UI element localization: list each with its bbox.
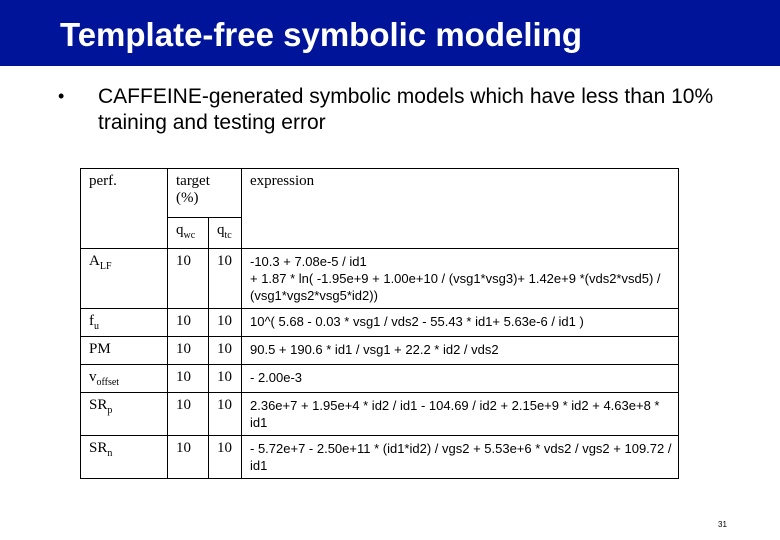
models-table — [80, 168, 679, 479]
table-row — [81, 337, 679, 365]
header-expression: expression — [242, 169, 679, 249]
bullet-text: CAFFEINE-generated symbolic models which have less than 10% training and testing error — [98, 85, 714, 134]
table-row — [81, 309, 679, 337]
bullet-marker: • — [58, 86, 65, 106]
page-number: 31 — [718, 520, 727, 529]
qtc-cell: 10 — [209, 365, 242, 393]
perf-cell: $SR_n$ — [81, 436, 168, 479]
expression-cell: - 2.00e-3 — [242, 365, 679, 393]
header-target: target (%) — [168, 169, 242, 218]
table-row — [81, 249, 679, 309]
qtc-cell: 10 — [209, 337, 242, 365]
qtc-cell: 10 — [209, 249, 242, 309]
perf-cell: $f_u$ — [81, 309, 168, 337]
qwc-cell: 10 — [168, 436, 209, 479]
slide-title: Template-free symbolic modeling — [60, 16, 583, 53]
perf-cell: $A_{LF}$ — [81, 249, 168, 309]
title-bar — [0, 0, 780, 66]
table-row — [81, 365, 679, 393]
header-perf: perf. — [81, 169, 168, 249]
expression-cell: - 5.72e+7 - 2.50e+11 * (id1*id2) / vgs2 + 5.53e+6 * vds2 / vgs2 + 109.72 / id1 — [242, 436, 679, 479]
qwc-cell: 10 — [168, 337, 209, 365]
perf-cell: PM — [81, 337, 168, 365]
qwc-cell: 10 — [168, 393, 209, 436]
expression-cell: 90.5 + 190.6 * id1 / vsg1 + 22.2 * id2 / vds2 — [242, 337, 679, 365]
perf-cell: $v_{offset}$ — [81, 365, 168, 393]
expression-cell: 10^( 5.68 - 0.03 * vsg1 / vds2 - 55.43 * id1+ 5.63e-6 / id1 ) — [242, 309, 679, 337]
table-row — [81, 436, 679, 479]
qtc-cell: 10 — [209, 309, 242, 337]
header-qtc: $q_{tc}$ — [209, 218, 242, 249]
expression-cell: -10.3 + 7.08e-5 / id1 + 1.87 * ln( -1.95e+9 + 1.00e+10 / (vsg1*vsg3)+ 1.42e+9 *(vds2*vsd5) / (vsg1*vgs2*vsg5*id2)) — [242, 249, 679, 309]
table-header-row — [81, 169, 679, 218]
header-qwc: $q_{wc}$ — [168, 218, 209, 249]
table-row — [81, 393, 679, 436]
expression-cell: 2.36e+7 + 1.95e+4 * id2 / id1 - 104.69 / id2 + 2.15e+9 * id2 + 4.63e+8 * id1 — [242, 393, 679, 436]
qwc-cell: 10 — [168, 249, 209, 309]
qwc-cell: 10 — [168, 365, 209, 393]
qtc-cell: 10 — [209, 436, 242, 479]
qtc-cell: 10 — [209, 393, 242, 436]
qwc-cell: 10 — [168, 309, 209, 337]
perf-cell: $SR_p$ — [81, 393, 168, 436]
